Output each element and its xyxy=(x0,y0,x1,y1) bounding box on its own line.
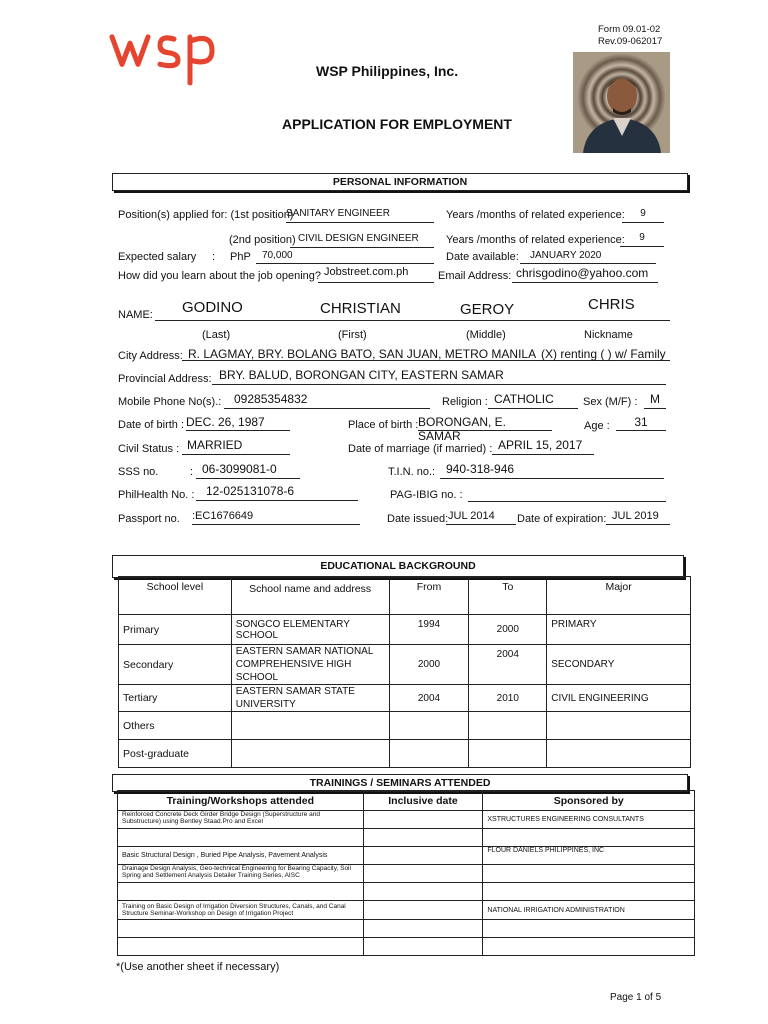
edu-major[interactable] xyxy=(547,712,691,740)
training-name[interactable] xyxy=(118,938,364,956)
edu-major[interactable]: SECONDARY xyxy=(547,645,691,685)
pob-value: BORONGAN, E. SAMAR xyxy=(418,415,507,443)
middle-caption: (Middle) xyxy=(466,329,506,341)
company-name: WSP Philippines, Inc. xyxy=(316,63,459,79)
passport-value: :EC1676649 xyxy=(192,510,254,522)
edu-level: Secondary xyxy=(119,645,232,685)
page-number: Page 1 of 5 xyxy=(610,992,662,1003)
provincial-underline xyxy=(212,383,666,385)
position1-label: Position(s) applied for: (1st position) xyxy=(118,209,294,221)
passport-label: Passport no. xyxy=(118,513,180,525)
training-date[interactable] xyxy=(363,865,483,883)
trainings-header-row xyxy=(118,791,695,811)
training-row xyxy=(118,920,695,938)
training-date[interactable] xyxy=(363,829,483,847)
pob-label: Place of birth : xyxy=(348,419,419,431)
salary-field[interactable] xyxy=(256,249,434,264)
religion-field[interactable] xyxy=(488,392,578,409)
dob-field[interactable] xyxy=(186,415,290,431)
training-sponsor[interactable]: FLOUR DANIELS PHILIPPINES, INC xyxy=(483,847,695,865)
date-issued-value: JUL 2014 xyxy=(448,510,495,522)
form-revision: Rev.09-062017 xyxy=(598,36,663,47)
training-date[interactable] xyxy=(363,901,483,920)
experience1-value: 9 xyxy=(640,208,646,219)
col-from: From xyxy=(389,577,469,615)
training-sponsor[interactable] xyxy=(483,938,695,956)
date-available-label: Date available: xyxy=(446,251,519,263)
name-label: NAME: xyxy=(118,309,153,321)
civil-status-label: Civil Status : xyxy=(118,443,180,455)
email-label: Email Address: xyxy=(438,270,512,282)
edu-to[interactable]: 2010 xyxy=(469,685,547,712)
training-name[interactable]: Basic Structural Design , Buried Pipe Analysis, Pavement Analysis xyxy=(118,847,364,865)
last-caption: (Last) xyxy=(202,329,231,341)
education-row xyxy=(119,740,691,768)
edu-school[interactable]: EASTERN SAMAR STATE UNIVERSITY xyxy=(231,685,389,712)
provincial-address-label: Provincial Address: xyxy=(118,373,212,385)
position1-field[interactable] xyxy=(286,207,434,223)
training-sponsor[interactable]: XSTRUCTURES ENGINEERING CONSULTANTS xyxy=(483,811,695,829)
edu-from[interactable] xyxy=(389,740,469,768)
marriage-date-label: Date of marriage (if married) : xyxy=(348,443,493,455)
training-row xyxy=(118,883,695,901)
edu-to[interactable] xyxy=(469,712,547,740)
training-sponsor[interactable] xyxy=(483,829,695,847)
training-row xyxy=(118,829,695,847)
training-name[interactable] xyxy=(118,829,364,847)
tin-field[interactable] xyxy=(440,462,664,479)
education-row xyxy=(119,645,691,685)
city-status-value[interactable]: (X) renting ( ) w/ Family xyxy=(541,347,666,361)
training-date[interactable] xyxy=(363,883,483,901)
edu-from[interactable] xyxy=(389,712,469,740)
edu-to[interactable] xyxy=(469,740,547,768)
passport-field[interactable] xyxy=(192,510,360,525)
edu-level: Primary xyxy=(119,615,232,645)
form-title: APPLICATION FOR EMPLOYMENT xyxy=(282,116,512,132)
city-address-value[interactable]: R. LAGMAY, BRY. BOLANG BATO, SAN JUAN, METRO MANILA xyxy=(188,347,537,361)
edu-school[interactable]: SONGCO ELEMENTARY SCHOOL xyxy=(231,615,389,645)
edu-level: Others xyxy=(119,712,232,740)
sss-value: 06-3099081-0 xyxy=(202,462,277,476)
training-row xyxy=(118,847,695,865)
email-value: chrisgodino@yahoo.com xyxy=(516,266,649,280)
edu-from[interactable]: 1994 xyxy=(389,615,469,645)
col-to: To xyxy=(469,577,547,615)
edu-major[interactable] xyxy=(547,740,691,768)
education-row xyxy=(119,615,691,645)
training-row xyxy=(118,901,695,920)
religion-label: Religion : xyxy=(442,396,488,408)
sss-colon: : xyxy=(190,466,194,478)
tin-value: 940-318-946 xyxy=(446,462,515,476)
city-address-label: City Address: xyxy=(118,350,183,362)
edu-major[interactable]: CIVIL ENGINEERING xyxy=(547,685,691,712)
age-value: 31 xyxy=(634,415,648,429)
marriage-date-value: APRIL 15, 2017 xyxy=(498,438,583,452)
experience1-label: Years /months of related experience: xyxy=(446,209,625,221)
education-header-row xyxy=(119,577,691,615)
email-field[interactable] xyxy=(512,266,658,283)
philhealth-field[interactable] xyxy=(196,484,358,501)
col-school-level: School level xyxy=(119,577,232,615)
trainings-table xyxy=(117,790,695,956)
training-name[interactable]: Drainage Design Analysis, Geo-technical Engineering for Bearing Capacity, Soil Spring and Settlement Analysis Detailer Training Series, AISC xyxy=(118,865,364,883)
form-number: Form 09.01-02 xyxy=(598,24,661,35)
col-training: Training/Workshops attended xyxy=(118,791,364,811)
edu-from[interactable]: 2004 xyxy=(389,685,469,712)
middle-name-value[interactable]: GEROY xyxy=(460,301,515,318)
education-row xyxy=(119,685,691,712)
experience2-label: Years /months of related experience: xyxy=(446,234,625,246)
col-school-name: School name and address xyxy=(231,577,389,615)
edu-school[interactable]: EASTERN SAMAR NATIONAL COMPREHENSIVE HIGH SCHOOL xyxy=(231,645,389,685)
learn-value: Jobstreet.com.ph xyxy=(324,266,409,278)
training-row xyxy=(118,865,695,883)
training-row xyxy=(118,811,695,829)
training-date[interactable] xyxy=(363,938,483,956)
edu-major[interactable]: PRIMARY xyxy=(547,615,691,645)
position2-field[interactable] xyxy=(290,232,434,248)
training-name[interactable]: Reinforced Concrete Deck Girder Bridge Design (Superstructure and Substructure) using Bentley Staad.Pro and Excel xyxy=(118,811,364,829)
date-available-field[interactable] xyxy=(520,249,656,264)
sex-label: Sex (M/F) : xyxy=(583,396,638,408)
sex-value: M xyxy=(650,392,660,406)
date-issued-label: Date issued: xyxy=(387,513,449,525)
additional-sheet-note: *(Use another sheet if necessary) xyxy=(116,961,280,973)
salary-currency: PhP xyxy=(230,251,251,263)
col-inclusive-date: Inclusive date xyxy=(363,791,483,811)
training-date[interactable] xyxy=(363,920,483,938)
mobile-value: 09285354832 xyxy=(234,392,308,406)
expiration-field[interactable] xyxy=(606,510,670,525)
salary-value: 70,000 xyxy=(262,250,293,261)
philhealth-value: 12-025131078-6 xyxy=(206,484,295,498)
col-sponsored-by: Sponsored by xyxy=(483,791,695,811)
training-sponsor[interactable] xyxy=(483,920,695,938)
education-header: EDUCATIONAL BACKGROUND xyxy=(112,555,684,578)
personal-info-header: PERSONAL INFORMATION xyxy=(112,173,688,191)
age-field[interactable] xyxy=(616,415,666,431)
learn-field[interactable] xyxy=(318,266,434,283)
form-number-block xyxy=(598,24,662,48)
edu-level: Post-graduate xyxy=(119,740,232,768)
education-row xyxy=(119,712,691,740)
wsp-logo-mark xyxy=(108,18,216,85)
sss-field[interactable] xyxy=(196,462,300,479)
date-available-value: JANUARY 2020 xyxy=(530,250,602,261)
sex-field[interactable] xyxy=(644,392,666,409)
position2-value: CIVIL DESIGN ENGINEER xyxy=(298,233,419,244)
training-name[interactable] xyxy=(118,920,364,938)
religion-value: CATHOLIC xyxy=(494,392,554,406)
edu-from[interactable]: 2000 xyxy=(389,645,469,685)
edu-to[interactable]: 2000 xyxy=(469,615,547,645)
edu-school[interactable] xyxy=(231,740,389,768)
expiration-value: JUL 2019 xyxy=(612,510,659,522)
position2-label: (2nd position) xyxy=(229,234,296,246)
experience2-field[interactable] xyxy=(620,231,664,247)
nickname-value[interactable]: CHRIS xyxy=(588,296,635,313)
age-label: Age : xyxy=(584,420,610,432)
wsp-logo xyxy=(108,18,216,100)
applicant-photo xyxy=(573,52,670,153)
training-sponsor[interactable] xyxy=(483,865,695,883)
position1-value: SANITARY ENGINEER xyxy=(286,208,390,219)
salary-colon: : xyxy=(212,251,216,263)
pagibig-field[interactable] xyxy=(468,486,666,502)
tin-label: T.I.N. no.: xyxy=(388,466,436,478)
nickname-caption: Nickname xyxy=(584,329,633,341)
name-underline xyxy=(155,319,670,321)
civil-status-value: MARRIED xyxy=(187,438,243,452)
training-sponsor[interactable]: NATIONAL IRRIGATION ADMINISTRATION xyxy=(483,901,695,920)
training-date[interactable] xyxy=(363,847,483,865)
experience2-value: 9 xyxy=(639,232,645,243)
training-name[interactable] xyxy=(118,883,364,901)
edu-level: Tertiary xyxy=(119,685,232,712)
date-issued-field[interactable] xyxy=(446,510,516,525)
training-date[interactable] xyxy=(363,811,483,829)
edu-school[interactable] xyxy=(231,712,389,740)
experience1-field[interactable] xyxy=(622,207,664,223)
sss-label: SSS no. xyxy=(118,466,159,478)
mobile-label: Mobile Phone No(s).: xyxy=(118,396,222,408)
pob-field[interactable] xyxy=(418,415,552,443)
trainings-header: TRAININGS / SEMINARS ATTENDED xyxy=(112,774,688,792)
education-table xyxy=(118,576,691,768)
training-row xyxy=(118,938,695,956)
mobile-field[interactable] xyxy=(224,392,430,409)
pagibig-label: PAG-IBIG no. : xyxy=(390,489,463,501)
dob-value: DEC. 26, 1987 xyxy=(186,415,265,429)
salary-label: Expected salary xyxy=(118,251,197,263)
civil-status-field[interactable] xyxy=(182,438,290,455)
dob-label: Date of birth : xyxy=(118,419,185,431)
expiration-label: Date of expiration: xyxy=(517,513,607,525)
training-name[interactable]: Training on Basic Design of Irrigation Diversion Structures, Canals, and Canal Structure Seminar-Workshop on Design of Irrigation Project xyxy=(118,901,364,920)
col-major: Major xyxy=(547,577,691,615)
last-name-value[interactable]: GODINO xyxy=(182,299,243,316)
provincial-address-value[interactable]: BRY. BALUD, BORONGAN CITY, EASTERN SAMAR xyxy=(219,368,504,382)
first-caption: (First) xyxy=(338,329,367,341)
first-name-value[interactable]: CHRISTIAN xyxy=(320,300,401,317)
philhealth-label: PhilHealth No. : xyxy=(118,489,195,501)
marriage-date-field[interactable] xyxy=(492,438,594,455)
learn-label: How did you learn about the job opening? xyxy=(118,270,322,282)
edu-to[interactable]: 2004 xyxy=(469,645,547,685)
training-sponsor[interactable] xyxy=(483,883,695,901)
